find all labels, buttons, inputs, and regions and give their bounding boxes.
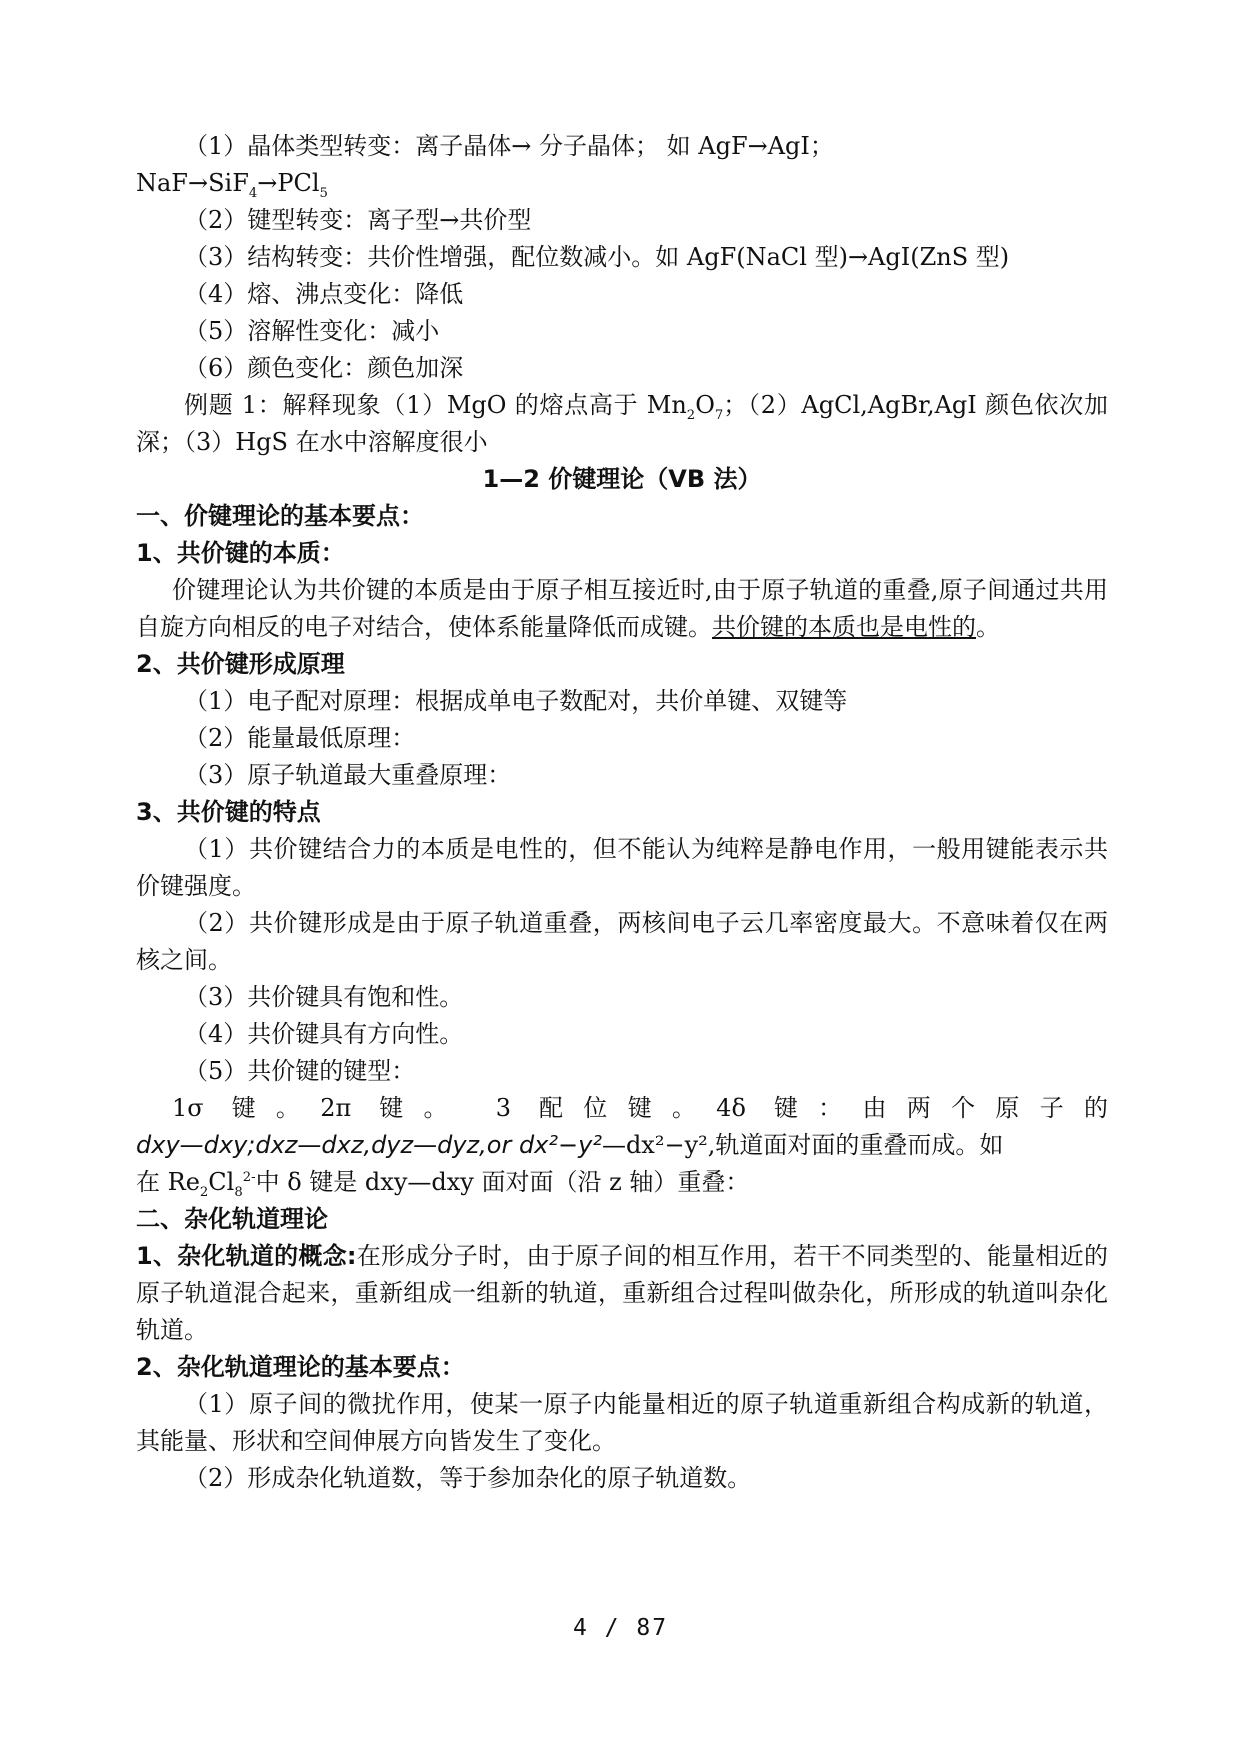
text-line: （3）共价键具有饱和性。 [184,983,464,1011]
text-line: （2）形成杂化轨道数，等于参加杂化的原子轨道数。 [184,1464,752,1492]
subheading: 3、共价键的特点 [136,798,321,826]
paragraph: 价键理论认为共价键的本质是由于原子相互接近时,由于原子轨道的重叠,原子间通过共用自旋方向相反的电子对结合，使体系能量降低而成键。共价键的本质也是电性的。 [136,576,1108,641]
example-paragraph: 例题 1：解释现象（1）MgO 的熔点高于 $Mn_2O_7$；（2）AgCl,AgBr,AgI 颜色依次加深；（3）HgS 在水中溶解度很小 [136,391,1108,456]
subheading: 1、共价键的本质： [136,539,345,567]
text-line: （3）原子轨道最大重叠原理： [184,761,512,789]
paragraph: （2）共价键形成是由于原子轨道重叠，两核间电子云几率密度最大。不意味着仅在两核之间。 [136,909,1108,974]
paragraph: （1）共价键结合力的本质是电性的，但不能认为纯粹是静电作用，一般用键能表示共价键强度。 [136,835,1108,900]
document-body [136,128,1108,1497]
text-line: 在 $Re_2Cl_8^{2-}$中 δ 键是 dxy—dxy 面对面（沿 z 轴）重叠： [136,1168,750,1200]
heading: 一、价键理论的基本要点： [136,502,424,530]
text-line: （3）结构转变：共价性增强，配位数减小。如 AgF(NaCl 型)→AgI(ZnS 型) [184,243,1010,271]
text-line: （5）共价键的键型： [184,1057,416,1085]
paragraph: （1）原子间的微扰作用，使某一原子内能量相近的原子轨道重新组合构成新的轨道，其能量、形状和空间伸展方向皆发生了变化。 [136,1390,1108,1455]
paragraph: 1、杂化轨道的概念:在形成分子时，由于原子间的相互作用，若干不同类型的、能量相近的原子轨道混合起来，重新组成一组新的轨道，重新组合过程叫做杂化，所形成的轨道叫杂化轨道。 [136,1242,1109,1344]
subheading: 2、杂化轨道理论的基本要点： [136,1353,465,1381]
text-line: dxy—dxy;dxz—dxz,dyz—dyz,or dx²−y²—dx²−y²,轨道面对面的重叠而成。如 [136,1131,1004,1159]
inline-heading: 1、杂化轨道的概念: [136,1242,357,1270]
text-line: NaF→SiF$_4$→PCl$_5$ [136,169,328,201]
subheading: 2、共价键形成原理 [136,650,345,678]
text-line: （2）键型转变：离子型→共价型 [184,206,532,234]
text-line: （2）能量最低原理： [184,724,416,752]
text-line: （1）电子配对原理：根据成单电子数配对，共价单键、双键等 [184,687,848,715]
underlined-text: 共价键的本质也是电性的 [712,613,976,641]
text-line: （4）熔、沸点变化：降低 [184,280,464,308]
text-line: （5）溶解性变化：减小 [184,317,440,345]
text-line: （4）共价键具有方向性。 [184,1020,464,1048]
page-number: 4 / 87 [572,1615,669,1641]
section-title: 1—2 价键理论（VB 法） [482,465,762,493]
heading: 二、杂化轨道理论 [136,1205,328,1233]
text-line: （1）晶体类型转变：离子晶体→ 分子晶体； 如 AgF→AgI； [184,132,834,160]
text-line: （6）颜色变化：颜色加深 [184,354,464,382]
text-line: 1σ 键。2π 键。 3 配位键。4δ 键：由两个原子的 [172,1094,1108,1122]
